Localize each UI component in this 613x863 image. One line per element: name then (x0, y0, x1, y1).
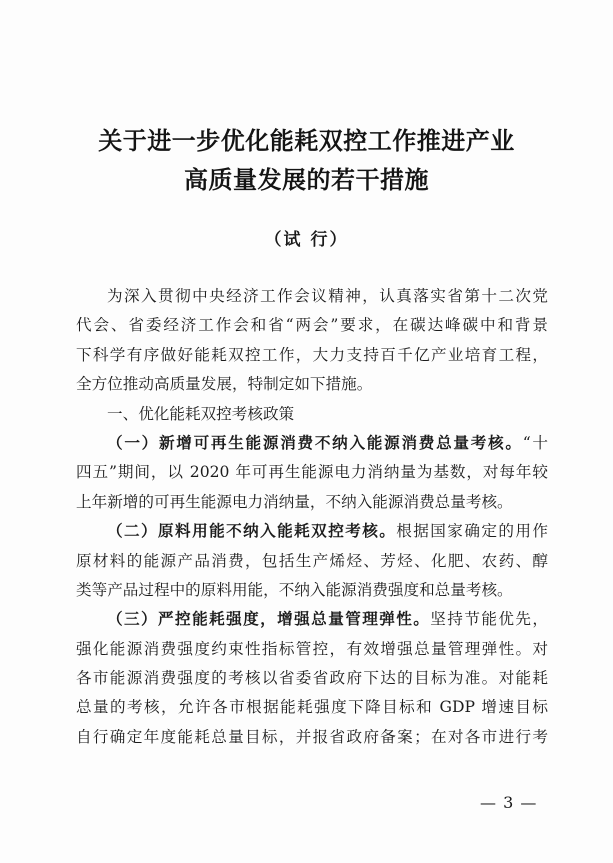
intro-line: 为深入贯彻中央经济工作会议精神，认真落实省第十二次党 (107, 287, 548, 305)
intro-line: 全方位推动高质量发展，特制定如下措施。 (76, 375, 373, 394)
item-2-line: 原材料的能源产品消费，包括生产烯烃、芳烃、化肥、农药、醇 (76, 551, 548, 570)
item-3-line: 各市能源消费强度的考核以省委省政府下达的目标为准。对能耗 (76, 669, 548, 688)
intro-line: 下科学有序做好能耗双控工作，大力支持百千亿产业培育工程， (76, 345, 548, 364)
item-3-first-line (76, 605, 548, 634)
item-3-line: 总量的考核，允许各市根据能耗强度下降目标和 GDP 增速目标 (76, 698, 548, 717)
item-3-heading: （三）严控能耗强度，增强总量管理弹性。 (107, 610, 431, 629)
document-subtitle: （试 行） (264, 230, 349, 250)
item-2-heading: （二）原料用能不纳入能耗双控考核。 (107, 522, 397, 541)
document-title-line-1: 关于进一步优化能耗双控工作推进产业 (98, 127, 515, 155)
item-1-line: 上年新增的可再生能源电力消纳量，不纳入能源消费总量考核。 (76, 492, 513, 511)
intro-line: 代会、省委经济工作会和省“两会”要求，在碳达峰碳中和背景 (76, 316, 548, 335)
page-number: — 3 — (480, 793, 538, 812)
item-3-line: 强化能源消费强度约束性指标管控，有效增强总量管理弹性。对 (76, 639, 548, 658)
document-body (76, 282, 548, 752)
item-1-text: “十 (522, 433, 548, 452)
section-heading-1: 一、优化能耗双控考核政策 (107, 404, 295, 423)
item-1-line: 四五”期间，以 2020 年可再生能源电力消纳量为基数，对每年较 (76, 463, 548, 482)
item-3-line: 自行确定年度能耗总量目标，并报省政府备案；在对各市进行考 (76, 727, 548, 746)
document-title-line-2: 高质量发展的若干措施 (184, 166, 429, 194)
item-2-text: 根据国家确定的用作 (396, 522, 548, 541)
item-1-first-line (76, 429, 548, 458)
item-2-first-line (76, 517, 548, 546)
item-2-line: 类等产品过程中的原料用能，不纳入能源消费强度和总量考核。 (76, 580, 513, 599)
item-1-heading: （一）新增可再生能源消费不纳入能源消费总量考核。 (107, 433, 523, 452)
item-3-text: 坚持节能优先， (430, 610, 548, 629)
